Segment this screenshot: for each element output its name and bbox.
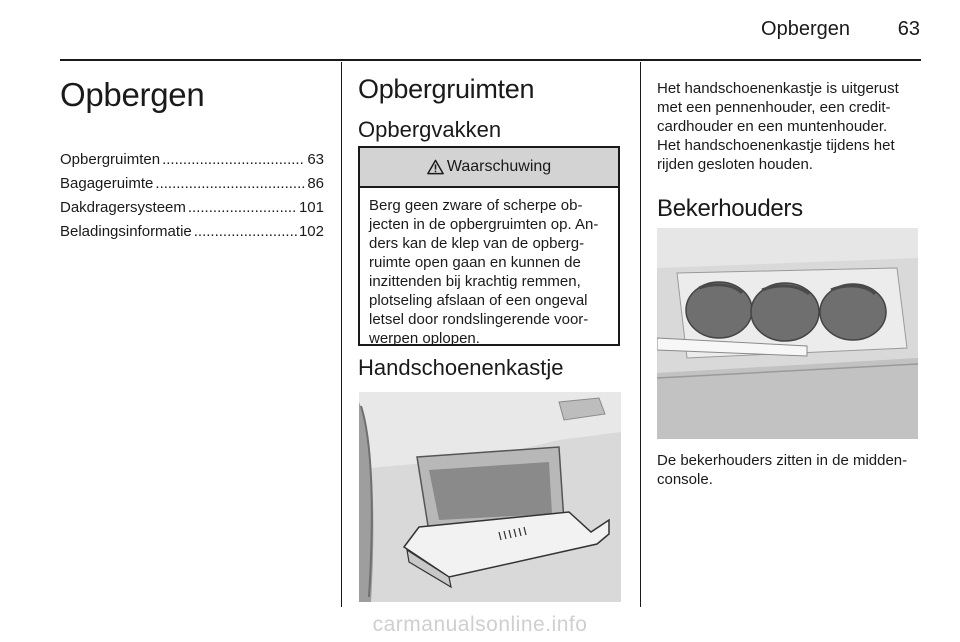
column-divider (640, 62, 641, 607)
warning-line: inzittenden bij krachtig remmen, (369, 273, 581, 290)
toc-entry-label: Opbergruimten (60, 151, 161, 168)
page-number: 63 (897, 18, 920, 40)
watermark: carmanualsonline.info (372, 613, 588, 636)
glovebox-illustration (359, 392, 621, 602)
toc-entry[interactable] (60, 148, 324, 172)
text-line: De bekerhouders zitten in de midden- (657, 452, 908, 469)
toc-entry-page: 102 (298, 223, 324, 240)
header-divider (60, 59, 921, 61)
table-of-contents (60, 148, 324, 244)
warning-text (360, 188, 618, 348)
text-line: Het handschoenenkastje is uitgerust (657, 80, 899, 97)
toc-entry[interactable] (60, 172, 324, 196)
toc-entry-page: 86 (307, 175, 324, 192)
toc-entry-label: Dakdragersysteem (60, 199, 186, 216)
warning-header (360, 148, 618, 188)
running-title: Opbergen (761, 18, 850, 40)
warning-line: ruimte open gaan en kunnen de (369, 254, 581, 271)
warning-line: plotseling afslaan of een ongeval (369, 292, 588, 309)
toc-leader-dots (194, 220, 297, 244)
column-divider (341, 62, 342, 607)
toc-entry[interactable] (60, 220, 324, 244)
cupholder-illustration (657, 228, 918, 439)
glovebox-closed-paragraph (657, 136, 919, 174)
toc-entry-page: 63 (307, 151, 324, 168)
toc-entry-label: Beladingsinformatie (60, 223, 192, 240)
subsection-heading: Opbergvakken (358, 117, 502, 142)
warning-line: jecten in de opbergruimten op. An- (369, 216, 599, 233)
warning-line: letsel door rondslingerende voor- (369, 311, 589, 328)
warning-title: Waarschuwing (446, 158, 552, 175)
toc-entry-page: 101 (298, 199, 324, 216)
text-line: rijden gesloten houden. (657, 156, 813, 173)
warning-line: Berg geen zware of scherpe ob- (369, 197, 583, 214)
warning-line: werpen oplopen. (369, 330, 480, 347)
text-line: console. (657, 471, 713, 488)
warning-line: ders kan de klep van de opberg- (369, 235, 585, 252)
glovebox-paragraph (657, 79, 919, 136)
text-line: met een pennenhouder, een credit- (657, 99, 891, 116)
toc-leader-dots (188, 196, 297, 220)
toc-leader-dots (155, 172, 305, 196)
section-heading-cupholders: Bekerhouders (657, 195, 803, 222)
warning-triangle-icon (427, 159, 444, 175)
subsection-heading-glovebox: Handschoenenkastje (358, 355, 564, 380)
cupholder-paragraph (657, 451, 919, 489)
text-line: cardhouder en een muntenhouder. (657, 118, 888, 135)
warning-box (358, 146, 620, 346)
toc-entry[interactable] (60, 196, 324, 220)
text-line: Het handschoenenkastje tijdens het (657, 137, 895, 154)
section-heading: Opbergruimten (358, 74, 535, 104)
toc-entry-label: Bagageruimte (60, 175, 154, 192)
toc-leader-dots (162, 148, 305, 172)
chapter-title: Opbergen (60, 76, 205, 113)
